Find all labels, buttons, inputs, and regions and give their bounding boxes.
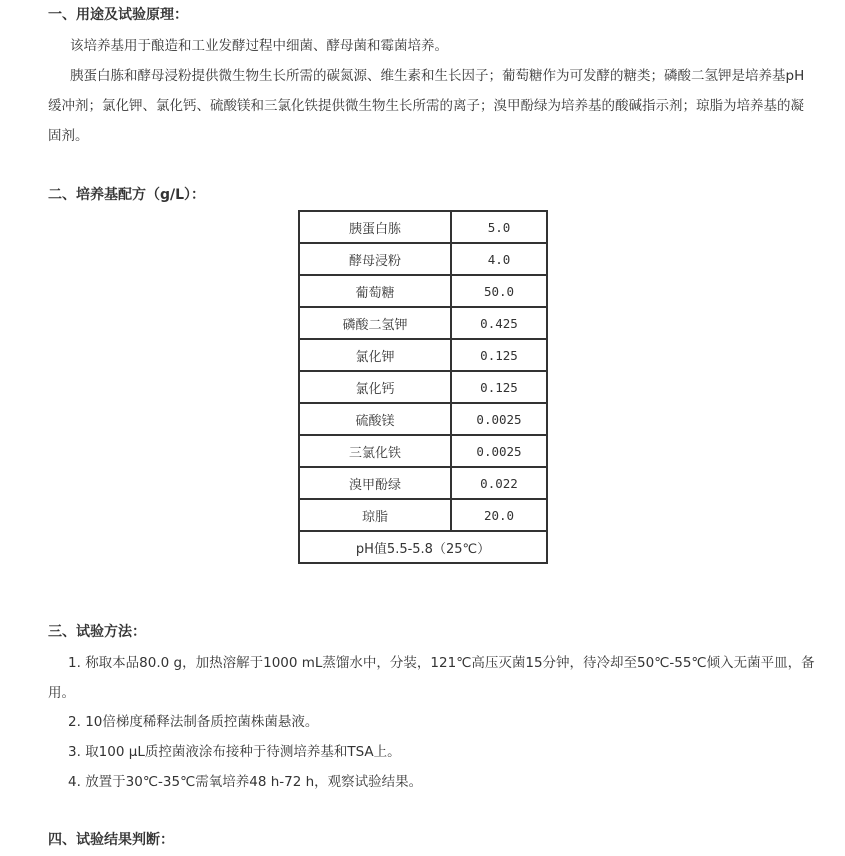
ingredient-value: 0.425: [451, 307, 547, 339]
section-heading-result: 四、试验结果判断：: [48, 832, 174, 848]
ingredient-name: 酵母浸粉: [299, 243, 451, 275]
ingredient-value: 20.0: [451, 499, 547, 531]
table-row: [299, 243, 547, 275]
method-step: [48, 707, 818, 737]
ingredient-name: 氯化钙: [299, 371, 451, 403]
ingredient-value: 0.0025: [451, 403, 547, 435]
table-row: [299, 403, 547, 435]
ph-row: [299, 531, 547, 563]
method-step: [48, 767, 818, 797]
step-number: 1.: [68, 655, 81, 671]
ingredient-name: 葡萄糖: [299, 275, 451, 307]
ingredient-value: 0.022: [451, 467, 547, 499]
ingredient-name: 溴甲酚绿: [299, 467, 451, 499]
table-row: [299, 467, 547, 499]
formula-table: [298, 210, 548, 564]
ingredient-value: 0.125: [451, 371, 547, 403]
table-row: [299, 435, 547, 467]
ingredient-name: 氯化钾: [299, 339, 451, 371]
ingredient-value: 5.0: [451, 211, 547, 243]
section-heading-method: 三、试验方法：: [48, 624, 146, 640]
section-heading-purpose: 一、用途及试验原理：: [48, 7, 188, 23]
step-text: 放置于30℃-35℃需氧培养48 h-72 h，观察试验结果。: [85, 774, 423, 790]
section-heading-formula: 二、培养基配方（g/L）：: [48, 187, 206, 203]
ingredient-name: 三氯化铁: [299, 435, 451, 467]
step-number: 3.: [68, 744, 81, 760]
ph-value: pH值5.5-5.8（25℃）: [299, 531, 547, 563]
ingredient-name: 磷酸二氢钾: [299, 307, 451, 339]
principle-paragraph: 胰蛋白胨和酵母浸粉提供微生物生长所需的碳氮源、维生素和生长因子；葡萄糖作为可发酵的糖类；磷酸二氢钾是培养基pH缓冲剂；氯化钾、氯化钙、硫酸镁和三氯化铁提供微生物生长所需的离子；溴甲酚绿为培养基的酸碱指示剂；琼脂为培养基的凝固剂。: [48, 68, 805, 144]
table-row: [299, 499, 547, 531]
step-text: 取100 μL质控菌液涂布接种于待测培养基和TSA上。: [85, 744, 401, 760]
ingredient-name: 硫酸镁: [299, 403, 451, 435]
table-row: [299, 371, 547, 403]
table-row: [299, 211, 547, 243]
method-step: [48, 648, 818, 708]
table-row: [299, 275, 547, 307]
table-row: [299, 307, 547, 339]
ingredient-value: 50.0: [451, 275, 547, 307]
table-row: [299, 339, 547, 371]
ingredient-name: 琼脂: [299, 499, 451, 531]
step-text: 称取本品80.0 g，加热溶解于1000 mL蒸馏水中，分装，121℃高压灭菌15分钟，待冷却至50℃-55℃倾入无菌平皿，备用。: [48, 655, 815, 701]
step-number: 2.: [68, 714, 81, 730]
ingredient-value: 0.125: [451, 339, 547, 371]
ingredient-value: 0.0025: [451, 435, 547, 467]
method-step: [48, 737, 818, 767]
step-number: 4.: [68, 774, 81, 790]
ingredient-name: 胰蛋白胨: [299, 211, 451, 243]
step-text: 10倍梯度稀释法制备质控菌株菌悬液。: [85, 714, 319, 730]
ingredient-value: 4.0: [451, 243, 547, 275]
purpose-paragraph: 该培养基用于酿造和工业发酵过程中细菌、酵母菌和霉菌培养。: [70, 38, 448, 54]
